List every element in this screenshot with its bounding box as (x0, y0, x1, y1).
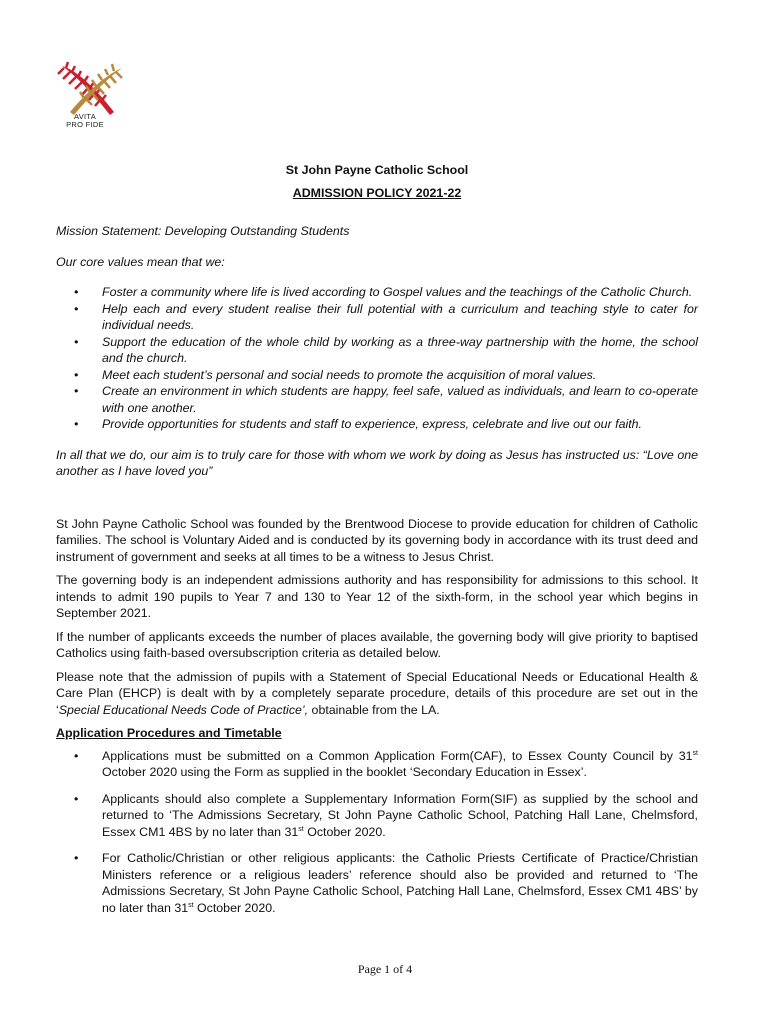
item-text: Applicants should also complete a Supplementary Information Form(SIF) as supplied by the school and returned to ‘The Admissions Secretary, St John Payne Catholic School, Patching Hall Lane, Chelmsford, Essex CM1 4BS by no later than 31 (102, 791, 698, 839)
sen-code-title: Special Educational Needs Code of Practice’, (58, 702, 309, 717)
school-name: St John Payne Catholic School (285, 163, 469, 177)
page-number: Page 1 of 4 (357, 962, 413, 976)
item-text-end: October 2020. (303, 824, 386, 839)
paragraph-sen (56, 669, 698, 719)
paragraph-admissions-authority: The governing body is an independent admissions authority and has responsibility for admissions to this school. It intends to admit 190 pupils to Year 7 and 130 to Year 12 of the sixth-form, in the school year which begins in September 2021. (56, 573, 698, 620)
list-item (56, 850, 698, 916)
sen-text-start: Please note that the admission of pupils with a Statement of Special Educational Needs or Educational Health & Care Plan (EHCP) is dealt with by a completely separate procedure, details of this procedure are set out in the ‘ (56, 669, 698, 717)
logo-line-1: AVITA (73, 112, 97, 121)
core-values-list (56, 284, 698, 433)
paragraph-oversubscription: If the number of applicants exceeds the number of places available, the governing body will give priority to baptised Catholics using faith-based oversubscription criteria as detailed below. (56, 629, 698, 660)
list-item: • Provide opportunities for students and staff to experience, express, celebrate and live out our faith. (56, 416, 698, 433)
document-body (56, 162, 698, 926)
logo-line-2: PRO FIDE (66, 120, 104, 129)
list-item: • Meet each student’s personal and social needs to promote the acquisition of moral values. (56, 367, 698, 384)
mission-statement: Mission Statement: Developing Outstanding Students (56, 224, 350, 238)
list-item: • Foster a community where life is lived according to Gospel values and the teachings of the Catholic Church. (56, 284, 698, 301)
procedures-heading: Application Procedures and Timetable (56, 726, 282, 740)
item-text-end: October 2020. (193, 900, 276, 915)
list-item: • Create an environment in which students are happy, feel safe, valued as individuals, and learn to co-operate with one another. (56, 383, 698, 416)
logo-motto (60, 113, 110, 129)
paragraph-founding: St John Payne Catholic School was founded by the Brentwood Diocese to provide education for children of Catholic families. The school is Voluntary Aided and is conducted by its governing body in accordance with its trust deed and instrument of government and seeks at all times to be a witness to Jesus Christ. (56, 516, 698, 564)
item-text: Applications must be submitted on a Common Application Form(CAF), to Essex County Council by 31 (102, 748, 693, 763)
core-values-intro: Our core values mean that we: (56, 254, 225, 269)
list-item: • Support the education of the whole child by working as a three-way partnership with the home, the school and the church. (56, 334, 698, 367)
list-item (56, 748, 698, 781)
procedures-list (56, 748, 698, 917)
closing-statement: In all that we do, our aim is to truly care for those with whom we work by doing as Jesus has instructed us: “Love one another as I have loved you” (56, 447, 698, 478)
list-item: • Help each and every student realise their full potential with a curriculum and teaching style to cater for individual needs. (56, 301, 698, 334)
policy-title: ADMISSION POLICY 2021-22 (292, 185, 462, 200)
item-sup: st (188, 901, 194, 909)
item-text-end: October 2020 using the Form as supplied in the booklet ‘Secondary Education in Essex’. (102, 765, 587, 779)
list-item (56, 791, 698, 841)
item-text: For Catholic/Christian or other religious applicants: the Catholic Priests Certificate of Practice/Christian Ministers reference or a religious leaders’ reference should also be provided and returned to ‘The Admissions Secretary, St John Payne Catholic School, Patching Hall Lane, Chelmsford, Essex CM1 4BS’ by no later than 31 (102, 851, 698, 915)
item-sup: st (298, 825, 304, 833)
item-sup: st (692, 749, 698, 757)
sen-text-end: obtainable from the LA. (308, 702, 440, 717)
